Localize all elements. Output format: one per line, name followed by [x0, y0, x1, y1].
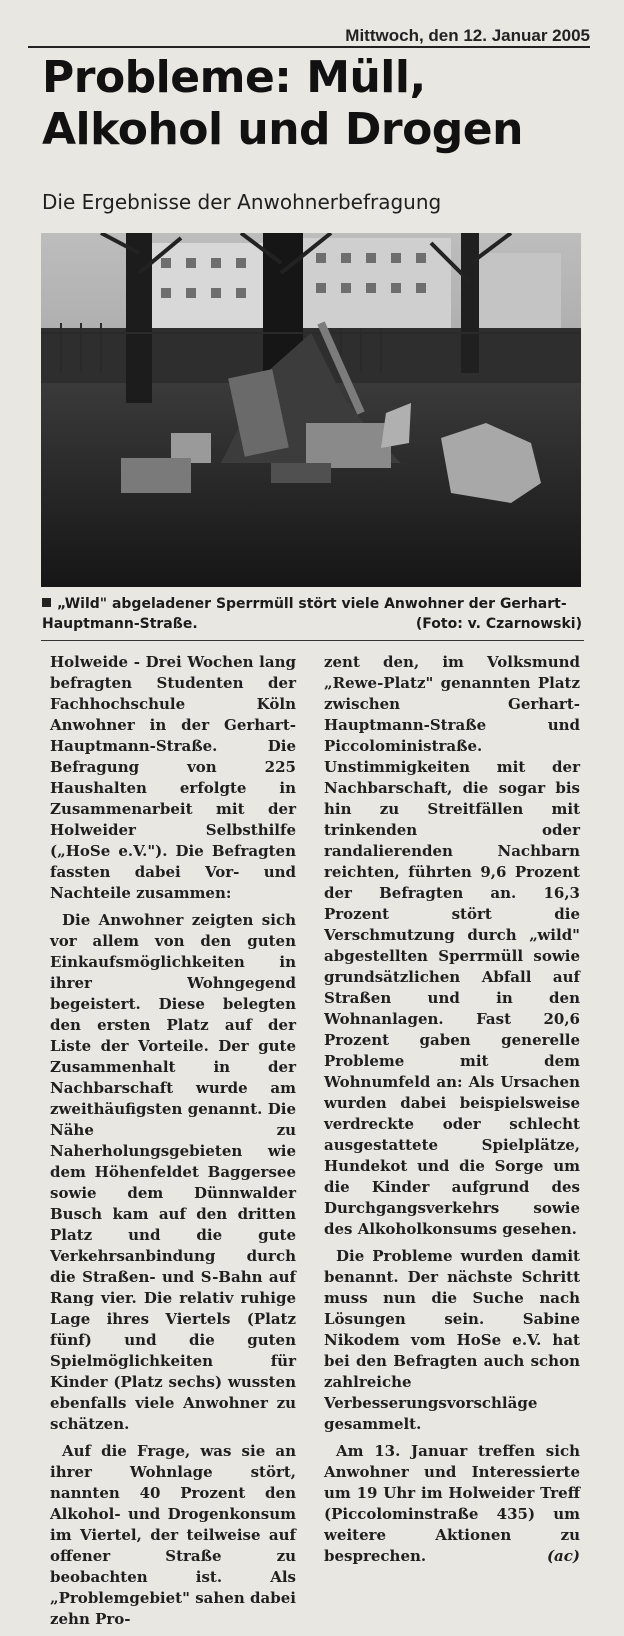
- paragraph-text: Am 13. Januar treffen sich Anwohner und Interessierte um 19 Uhr im Holweider Treff (Piccolominstraße 435) um weitere Aktionen zu besprechen.: [324, 1442, 580, 1565]
- paragraph: Die Probleme wurden damit benannt. Der nächste Schritt muss nun die Suche nach Lösungen sein. Sabine Nikodem vom HoSe e.V. hat bei den Befragten auch schon zahlreiche Verbesserungsvorschläge gesammelt.: [324, 1247, 580, 1433]
- article-column-left: [50, 652, 296, 1636]
- article-photo: [41, 233, 581, 587]
- caption-bullet-icon: [42, 598, 51, 607]
- caption-rule: [41, 640, 584, 641]
- photo-credit: (Foto: v. Czarnowski): [415, 616, 582, 632]
- caption-text: „Wild" abgeladener Sperrmüll stört viele Anwohner der Gerhart-Hauptmann-Straße.: [42, 596, 567, 632]
- article-column-right: [324, 652, 580, 1573]
- author-signature: (ac): [546, 1547, 580, 1565]
- photo-caption: [42, 594, 582, 634]
- publication-date: Mittwoch, den 12. Januar 2005: [345, 26, 590, 45]
- header-rule: [28, 46, 590, 48]
- headline: Probleme: Müll, Alkohol und Drogen: [42, 52, 523, 155]
- paragraph: Auf die Frage, was sie an ihrer Wohnlage stört, nannten 40 Prozent den Alkohol- und Drogenkonsum im Viertel, der teilweise auf offener Straße zu beobachten ist. Als „Problemgebiet" sahen dabei zehn Pro-: [50, 1442, 296, 1628]
- bulky-waste-photo: [41, 233, 581, 587]
- paragraph: zent den, im Volksmund „Rewe-Platz" genannten Platz zwischen Gerhart-Hauptmann-Straße und Piccoloministraße. Unstimmigkeiten mit der Nachbarschaft, die sogar bis hin zu Streitfällen mit trinkenden oder randalierenden Nachbarn reichten, führten 9,6 Prozent der Befragten an. 16,3 Prozent stört die Verschmutzung durch „wild" abgestellten Sperrmüll sowie grundsätzlichen Abfall auf Straßen und in den Wohnanlagen. Fast 20,6 Prozent gaben generelle Probleme mit dem Wohnumfeld an: Als Ursachen wurden dabei beispielsweise verdreckte oder schlecht ausgestattete Spielplätze, Hundekot und die Sorge um die Kinder aufgrund des Durchgangsverkehrs sowie des Alkoholkonsums gesehen.: [324, 653, 580, 1238]
- paragraph: Holweide - Drei Wochen lang befragten Studenten der Fachhochschule Köln Anwohner in der Gerhart-Hauptmann-Straße. Die Befragung von 225 Haushalten erfolgte in Zusammenarbeit mit der Holweider Selbsthilfe („HoSe e.V."). Die Befragten fassten dabei Vor- und Nachteile zusammen:: [50, 653, 296, 902]
- paragraph: [324, 1441, 580, 1567]
- paragraph: Die Anwohner zeigten sich vor allem von den guten Einkaufsmöglichkeiten in ihrer Wohngegend begeistert. Diese belegten den ersten Platz auf der Liste der Vorteile. Der gute Zusammenhalt in der Nachbarschaft wurde am zweithäufigsten genannt. Die Nähe zu Naherholungsgebieten wie dem Höhenfeldet Baggersee sowie dem Dünnwalder Busch kam auf den dritten Platz und die gute Verkehrsanbindung durch die Straßen- und S-Bahn auf Rang vier. Die relativ ruhige Lage ihres Viertels (Platz fünf) und die guten Spielmöglichkeiten für Kinder (Platz sechs) wussten ebenfalls viele Anwohner zu schätzen.: [50, 911, 296, 1433]
- subheadline: Die Ergebnisse der Anwohnerbefragung: [42, 190, 442, 214]
